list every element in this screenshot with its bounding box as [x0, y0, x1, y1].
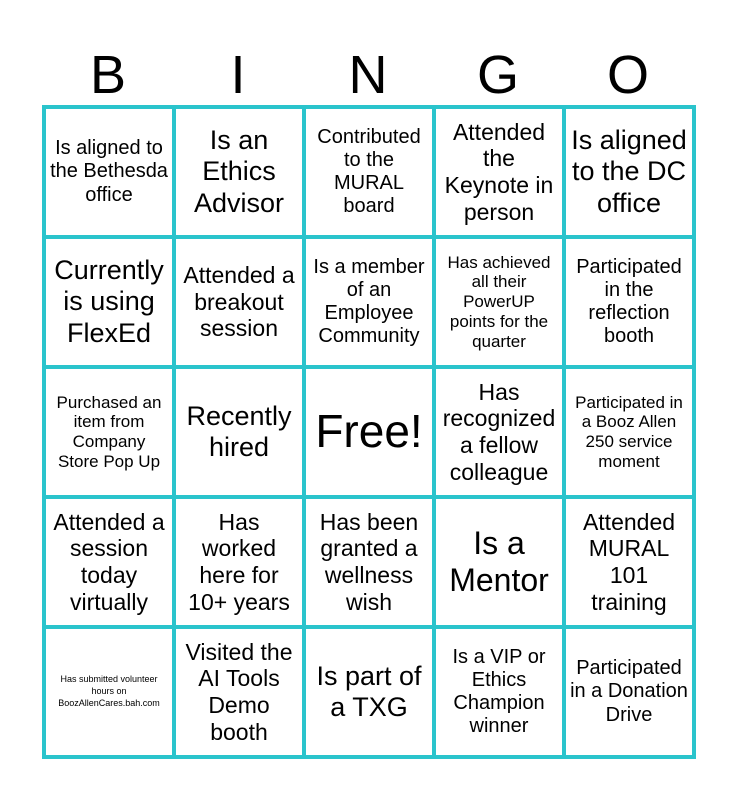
bingo-cell-r3c1[interactable] — [174, 497, 304, 627]
cell-text: Contributed to the MURAL board — [317, 125, 421, 218]
bingo-cell-r1c1[interactable] — [174, 237, 304, 367]
bingo-cell-r0c4[interactable] — [564, 107, 694, 237]
cell-text: Has worked here for 10+ years — [188, 508, 290, 615]
header-letter-b: B — [89, 45, 127, 105]
cell-text: Has achieved all their PowerUP points for the quarter — [447, 252, 551, 351]
bingo-cell-r2c3[interactable] — [434, 367, 564, 497]
bingo-cell-r1c4[interactable] — [564, 237, 694, 367]
bingo-cell-r0c0[interactable] — [44, 107, 174, 237]
bingo-cell-r3c3[interactable] — [434, 497, 564, 627]
cell-text: Participated in a Donation Drive — [570, 657, 688, 726]
bingo-cell-r4c3[interactable] — [434, 627, 564, 757]
cell-text: Participated in a Booz Allen 250 service moment — [575, 392, 683, 471]
bingo-cell-r0c3[interactable] — [434, 107, 564, 237]
cell-text: Attended a breakout session — [183, 261, 295, 342]
free-space-text: Free! — [315, 405, 423, 458]
cell-text: Participated in the reflection booth — [576, 255, 682, 348]
cell-text: Is aligned to the Bethesda office — [50, 137, 168, 206]
bingo-cell-r2c4[interactable] — [564, 367, 694, 497]
bingo-cell-r1c0[interactable] — [44, 237, 174, 367]
header-letter-g: G — [476, 45, 519, 105]
cell-text: Is an Ethics Advisor — [193, 125, 285, 218]
header-letter-o: O — [606, 45, 649, 105]
cell-text: Is a Mentor — [449, 524, 549, 598]
bingo-cell-r4c0[interactable] — [44, 627, 174, 757]
bingo-cell-r3c4[interactable] — [564, 497, 694, 627]
cell-text: Is a VIP or Ethics Champion winner — [452, 645, 546, 738]
bingo-cell-r1c3[interactable] — [434, 237, 564, 367]
cell-text: Visited the AI Tools Demo booth — [185, 638, 293, 745]
cell-text: Has recognized a fellow colleague — [442, 378, 556, 485]
cell-text: Is aligned to the DC office — [571, 125, 687, 218]
bingo-cell-r2c1[interactable] — [174, 367, 304, 497]
bingo-cell-r2c2[interactable] — [304, 367, 434, 497]
bingo-cell-r3c2[interactable] — [304, 497, 434, 627]
bingo-cell-r0c1[interactable] — [174, 107, 304, 237]
bingo-cell-r3c0[interactable] — [44, 497, 174, 627]
bingo-grid — [42, 105, 696, 759]
bingo-header — [43, 44, 693, 106]
bingo-cell-r4c1[interactable] — [174, 627, 304, 757]
bingo-cell-r2c0[interactable] — [44, 367, 174, 497]
cell-text: Attended the Keynote in person — [444, 118, 554, 225]
bingo-cell-r4c4[interactable] — [564, 627, 694, 757]
cell-text: Purchased an item from Company Store Pop Up — [56, 392, 162, 471]
bingo-cell-r4c2[interactable] — [304, 627, 434, 757]
cell-text: Has been granted a wellness wish — [319, 508, 419, 615]
cell-text: Is part of a TXG — [316, 660, 422, 722]
header-letter-n: N — [348, 45, 388, 105]
cell-text: Currently is using FlexEd — [54, 255, 164, 348]
cell-text: Attended MURAL 101 training — [582, 508, 676, 615]
cell-text: Recently hired — [186, 400, 292, 462]
cell-text: Attended a session today virtually — [53, 508, 165, 615]
cell-text: Has submitted volunteer hours on BoozAllenCares.bah.com — [58, 674, 160, 708]
header-letter-i: I — [230, 45, 246, 105]
bingo-cell-r1c2[interactable] — [304, 237, 434, 367]
bingo-cell-r0c2[interactable] — [304, 107, 434, 237]
cell-text: Is a member of an Employee Community — [313, 255, 425, 348]
